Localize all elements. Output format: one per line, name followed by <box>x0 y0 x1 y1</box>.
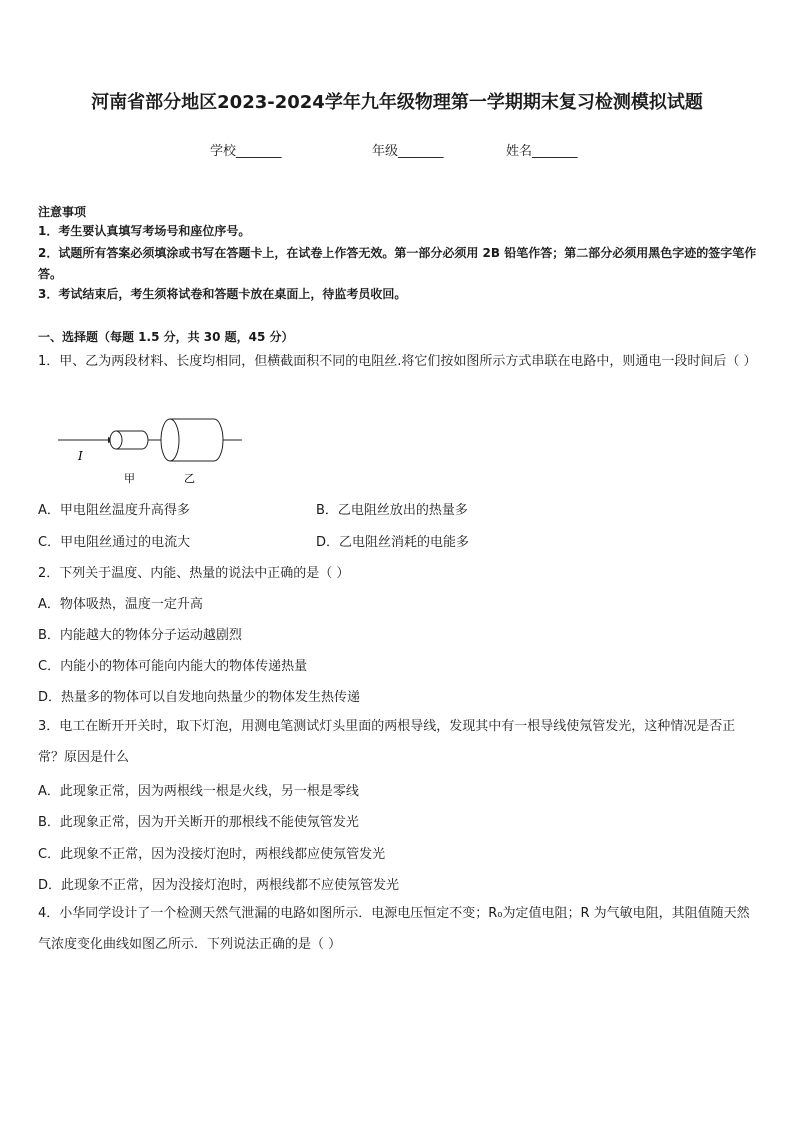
option[interactable]: C．此现象不正常，因为没接灯泡时，两根线都应使氖管发光 <box>38 847 386 862</box>
option[interactable]: B．内能越大的物体分子运动越剧烈 <box>38 628 242 643</box>
option[interactable]: B．此现象正常，因为开关断开的那根线不能使氖管发光 <box>38 815 359 830</box>
series-resistor-figure <box>50 410 250 490</box>
question-2-stem: 2．下列关于温度、内能、热量的说法中正确的是（ ） <box>38 566 350 581</box>
option[interactable]: C．甲电阻丝通过的电流大 <box>38 535 191 550</box>
option[interactable]: D．乙电阻丝消耗的电能多 <box>316 535 470 550</box>
question-1-stem: 1．甲、乙为两段材料、长度均相同，但横截面积不同的电阻丝.将它们按如图所示方式串联在电路中，则通电一段时间后（ ） <box>38 354 757 369</box>
option[interactable]: A．此现象正常，因为两根线一根是火线，另一根是零线 <box>38 784 359 799</box>
grade-field[interactable]: 年级_______ <box>372 144 444 159</box>
option[interactable]: D．此现象不正常，因为没接灯泡时，两根线都不应使氖管发光 <box>38 878 400 893</box>
note-item: 1．考生要认真填写考场号和座位序号。 <box>38 224 251 238</box>
option[interactable]: A．甲电阻丝温度升高得多 <box>38 503 190 518</box>
question-4-stem: 4．小华同学设计了一个检测天然气泄漏的电路如图所示．电源电压恒定不变；R₀为定值电阻；R 为气敏电阻，其阻值随天然气浓度变化曲线如图乙所示．下列说法正确的是（ ） <box>38 906 750 952</box>
school-field[interactable]: 学校_______ <box>210 144 282 159</box>
note-item: 3．考试结束后，考生须将试卷和答题卡放在桌面上，待监考员收回。 <box>38 287 407 301</box>
name-field[interactable]: 姓名_______ <box>506 144 578 159</box>
resistor-b-label: 乙 <box>184 472 195 485</box>
option[interactable]: D．热量多的物体可以自发地向热量少的物体发生热传递 <box>38 690 361 705</box>
current-label: I <box>78 449 83 463</box>
resistor-a-label: 甲 <box>124 472 135 485</box>
section-heading: 一、选择题（每题 1.5 分，共 30 题，45 分） <box>38 330 294 344</box>
question-3-stem: 3．电工在断开开关时，取下灯泡，用测电笔测试灯头里面的两根导线，发现其中有一根导线使氖管发光，这种情况是否正常？原因是什么 <box>38 719 736 765</box>
option[interactable]: C．内能小的物体可能向内能大的物体传递热量 <box>38 659 308 674</box>
notes-heading: 注意事项 <box>38 205 87 219</box>
exam-title: 河南省部分地区2023-2024学年九年级物理第一学期期末复习检测模拟试题 <box>91 92 703 113</box>
option[interactable]: A．物体吸热，温度一定升高 <box>38 597 203 612</box>
note-item: 2．试题所有答案必须填涂或书写在答题卡上，在试卷上作答无效。第一部分必须用 2B 铅笔作答；第二部分必须用黑色字迹的签字笔作答。 <box>38 246 757 281</box>
option[interactable]: B．乙电阻丝放出的热量多 <box>316 503 468 518</box>
